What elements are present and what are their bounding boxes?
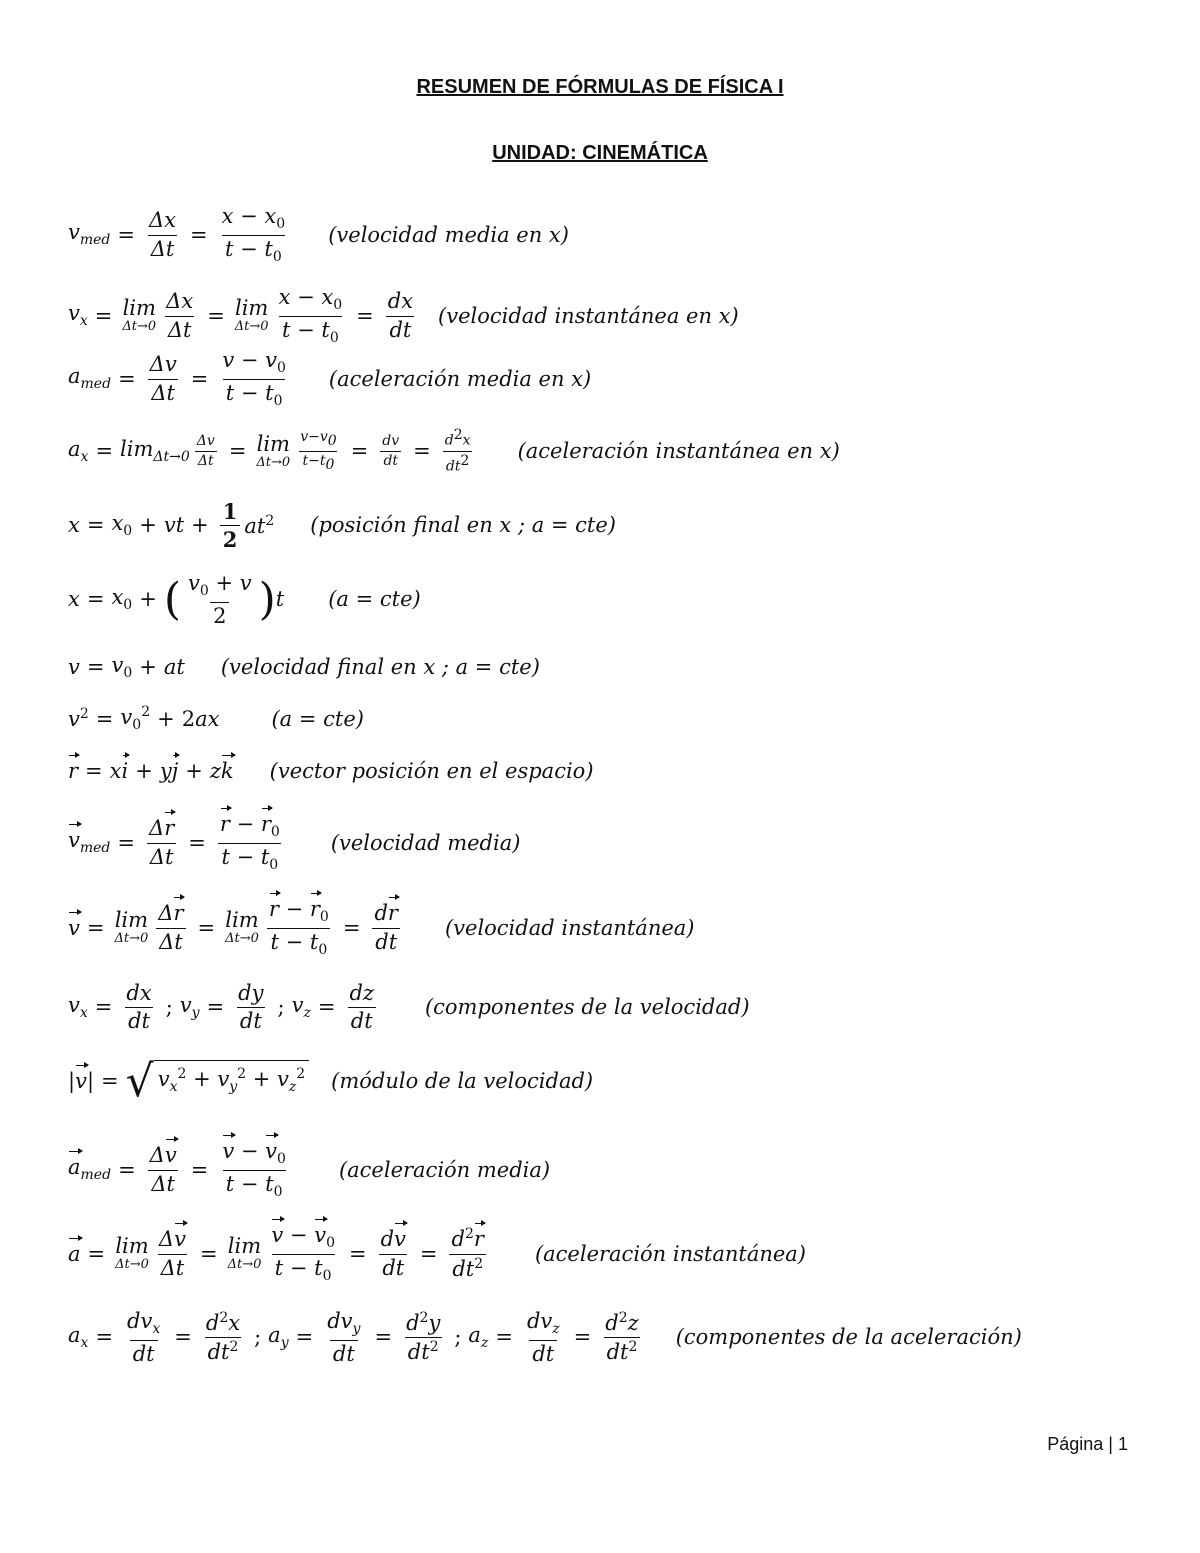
formula-aceleracion-media-x: $a_{med}$ = $\frac{\Delta v}{\Delta t}$ = $\frac{v - v_0}{t - t_0}$ (aceleración media en x) — [68, 348, 592, 409]
formula-description: (velocidad media en x) — [328, 222, 569, 247]
formula-velocidad-media-x: $v_{med}$ = $\frac{\Delta x}{\Delta t}$ = $\frac{x - x_0}{t - t_0}$ (velocidad media en x) — [68, 204, 569, 265]
formula-description: (componentes de la aceleración) — [675, 1325, 1022, 1350]
page-number: Página | 1 — [1047, 1434, 1128, 1454]
formula-componentes-velocidad: $v_x$ = $\frac{dx}{dt}$ ; $v_y$ = $\frac{dy}{dt}$ ; $v_z$ = $\frac{dz}{dt}$ (componentes de la velocidad) — [68, 981, 750, 1034]
formula-modulo-velocidad: | v | = √ $v_x^2 + v_y^2 + v_z^2$ (módulo de la velocidad) — [68, 1056, 594, 1107]
formula-aceleracion-instantanea-x: $a_x$ = $\lim_{\Delta t\to 0}$ $\frac{\Delta v}{\Delta t}$ = lim Δt→0 $\frac{v-v_0}{t-t_0}$ = $\frac{dv}{dt}$ = $\frac{d^2x}{dt^2}$ (aceleración instantánea en x) — [68, 427, 840, 475]
formula-componentes-aceleracion: $a_x$ = $\frac{dv_x}{dt}$ = $\frac{d^2x}{dt^2}$ ; $a_y$ = $\frac{dv_y}{dt}$ = $\frac{d^2y}{dt^2}$ ; $a_z$ = $\frac{dv_z}{dt}$ = $\frac{d^2z}{dt^2}$ (componentes de la aceleración) — [68, 1309, 1022, 1366]
formula-description: (componentes de la velocidad) — [424, 995, 750, 1020]
formula-description: (a = cte) — [328, 587, 421, 612]
formula-description: (vector posición en el espacio) — [269, 759, 594, 783]
formula-velocidad-final: v = $v_0$ + at (velocidad final en x ; a = cte) — [68, 653, 540, 682]
unit-heading: UNIDAD: CINEMÁTICA — [492, 142, 708, 164]
formula-vector-velocidad-instantanea: v = lim Δt→0 $\frac{\Delta r}{\Delta t}$ = lim Δt→0 $\frac{r - r_0}{t - t_0}$ = $\frac{dr}{dt}$ (velocidad instantánea) — [68, 897, 695, 958]
formula-vector-velocidad-media: $v_{med}$ = $\frac{\Delta r}{\Delta t}$ = $\frac{r - r_0}{t - t_0}$ (velocidad media) — [68, 812, 521, 873]
formula-vector-posicion: r = xi + yj + zk (vector posición en el espacio) — [68, 759, 594, 783]
formula-description: (velocidad instantánea en x) — [438, 303, 739, 328]
formula-posicion-velocidad-media: x = $x_0$ + ( $\frac{v_0 + v}{2}$ ) t (a = cte) — [68, 571, 421, 628]
formula-vector-aceleracion-media: $a_{med}$ = $\frac{\Delta v}{\Delta t}$ = $\frac{v - v_0}{t - t_0}$ (aceleración media) — [68, 1139, 551, 1200]
formula-description: (velocidad final en x ; a = cte) — [220, 655, 540, 680]
formula-description: (aceleración media) — [338, 1157, 551, 1182]
formula-posicion-final: x = $x_0$ + vt + $\frac{1}{2}$ $at^2$ (posición final en x ; a = cte) — [68, 499, 616, 553]
formula-description: (aceleración instantánea) — [534, 1241, 807, 1266]
formula-torricelli: $v^2$ = $v_0^2$ + 2ax (a = cte) — [68, 704, 364, 734]
formula-velocidad-instantanea-x: $v_x$ = lim Δt→0 $\frac{\Delta x}{\Delta t}$ = lim Δt→0 $\frac{x - x_0}{t - t_0}$ = $\frac{dx}{dt}$ (velocidad instantánea en x) — [68, 285, 739, 346]
formula-description: (velocidad instantánea) — [444, 915, 695, 940]
formula-description: (posición final en x ; a = cte) — [310, 513, 616, 538]
formula-description: (módulo de la velocidad) — [331, 1069, 594, 1094]
formula-description: (velocidad media) — [330, 830, 521, 855]
formula-description: (aceleración instantánea en x) — [517, 439, 840, 463]
formula-description: (a = cte) — [271, 706, 364, 731]
formula-vector-aceleracion-instantanea: a = lim Δt→0 $\frac{\Delta v}{\Delta t}$ = lim Δt→0 $\frac{v - v_0}{t - t_0}$ = $\frac{dv}{dt}$ = $\frac{d^2r}{dt^2}$ (aceleración instantánea) — [68, 1223, 807, 1284]
formula-description: (aceleración media en x) — [328, 366, 592, 391]
page-title: RESUMEN DE FÓRMULAS DE FÍSICA I — [416, 76, 784, 98]
